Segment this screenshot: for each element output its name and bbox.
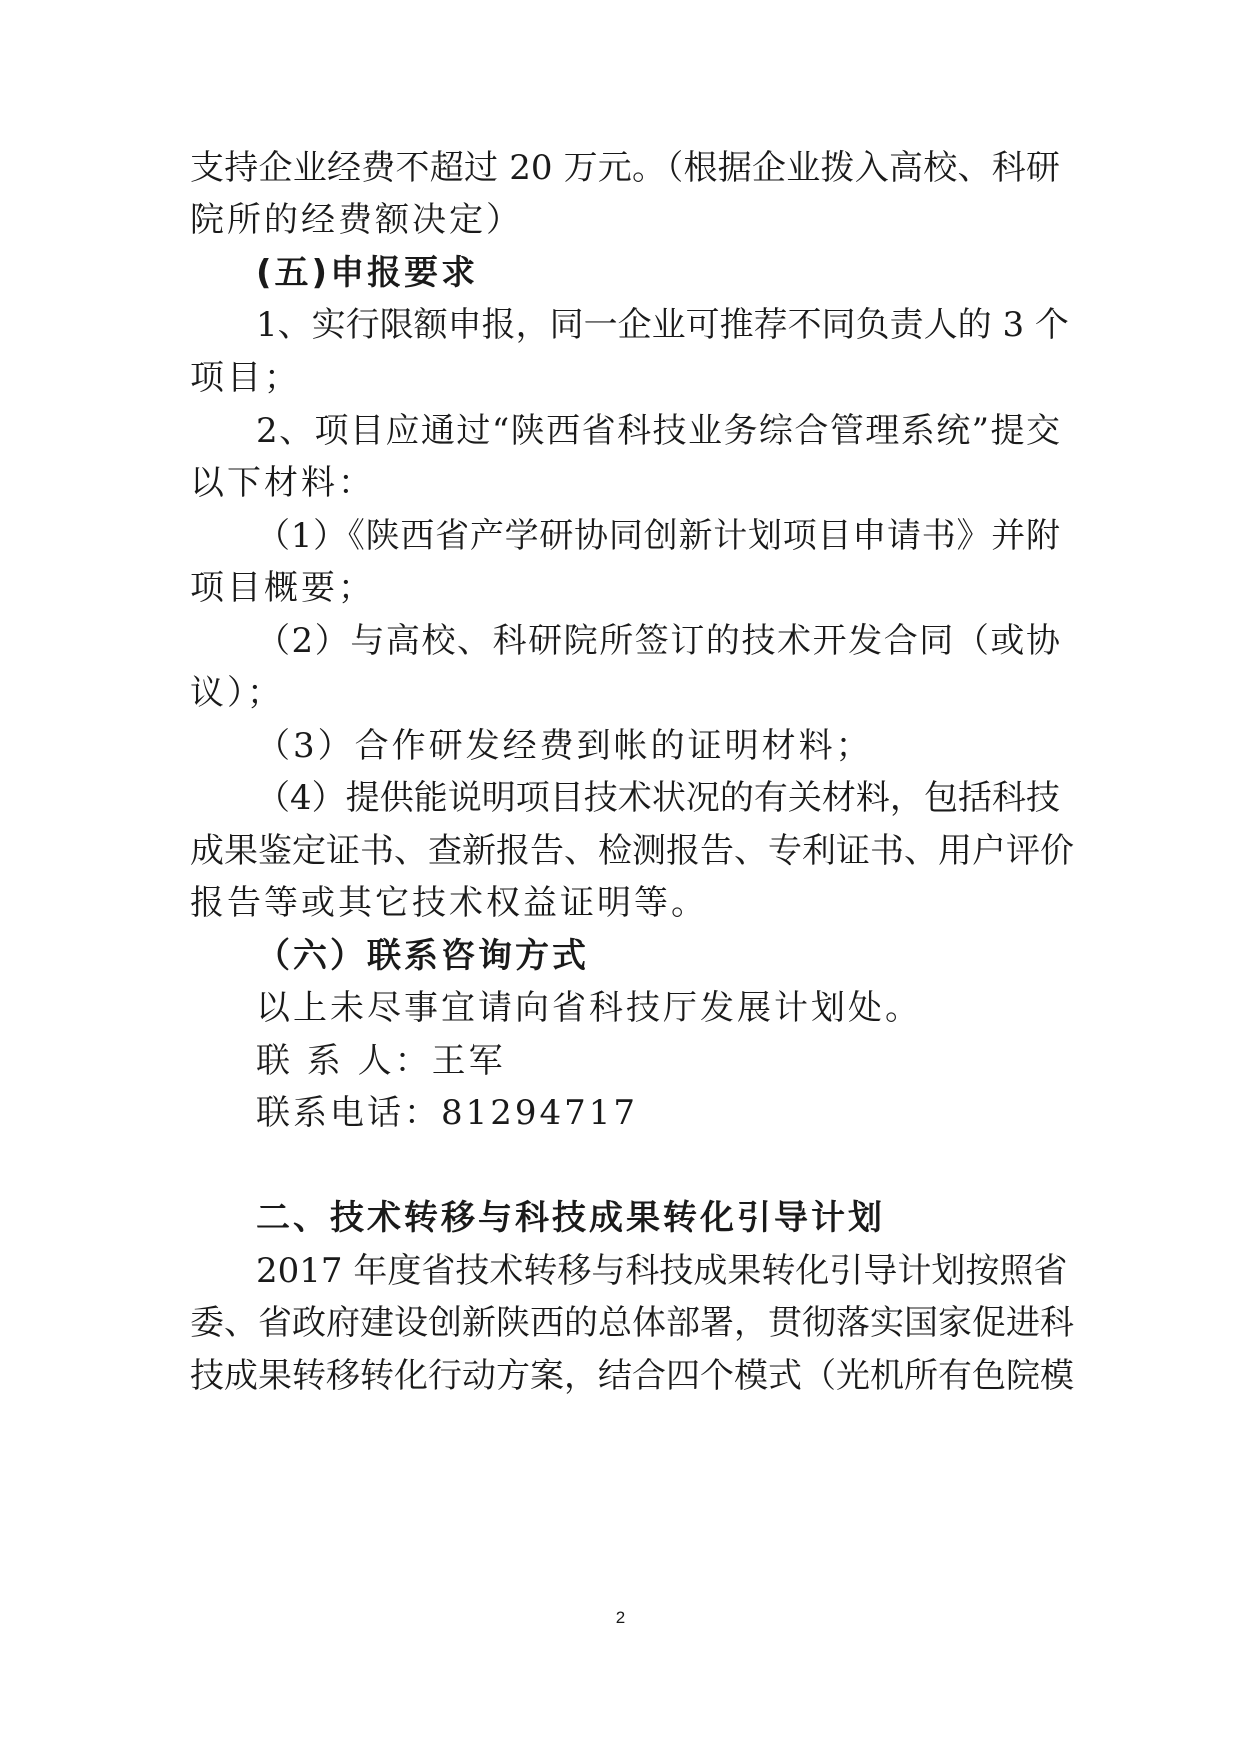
- body-text-line: 支持企业经费不超过 20 万元。（根据企业拨入高校、科研: [190, 148, 1060, 188]
- body-text-line: 委、省政府建设创新陕西的总体部署，贯彻落实国家促进科: [190, 1303, 1074, 1343]
- body-text-line: （3）合作研发经费到帐的证明材料；: [256, 726, 873, 766]
- body-text-line: 项目；: [190, 358, 301, 398]
- body-text-line: 院所的经费额决定）: [190, 200, 523, 240]
- body-text-line: 以上未尽事宜请向省科技厅发展计划处。: [256, 988, 922, 1028]
- body-text-line: （4）提供能说明项目技术状况的有关材料，包括科技: [256, 778, 1060, 818]
- chapter-heading: 二、技术转移与科技成果转化引导计划: [256, 1198, 885, 1238]
- contact-phone: 联系电话：81294717: [256, 1093, 639, 1133]
- body-text-line: 报告等或其它技术权益证明等。: [190, 883, 708, 923]
- section-heading: （六）联系咨询方式: [256, 936, 589, 976]
- body-text-line: （2）与高校、科研院所签订的技术开发合同（或协: [256, 621, 1060, 661]
- body-text-line: 2、项目应通过“陕西省科技业务综合管理系统”提交: [256, 411, 1060, 451]
- body-text-line: 项目概要；: [190, 568, 375, 608]
- section-heading: (五)申报要求: [256, 253, 479, 293]
- body-text-line: 以下材料：: [190, 463, 375, 503]
- body-text-line: 成果鉴定证书、查新报告、检测报告、专利证书、用户评价: [190, 831, 1074, 871]
- body-text-line: （1）《陕西省产学研协同创新计划项目申请书》并附: [256, 516, 1060, 556]
- body-text-line: 2017 年度省技术转移与科技成果转化引导计划按照省: [256, 1251, 1068, 1291]
- body-text-line: 议）；: [190, 673, 284, 713]
- contact-person: 联 系 人：王军: [256, 1041, 506, 1081]
- body-text-line: 技成果转移转化行动方案，结合四个模式（光机所有色院模: [190, 1356, 1074, 1396]
- page-number: 2: [615, 1608, 626, 1627]
- body-text-line: 1、实行限额申报，同一企业可推荐不同负责人的 3 个: [256, 305, 1069, 345]
